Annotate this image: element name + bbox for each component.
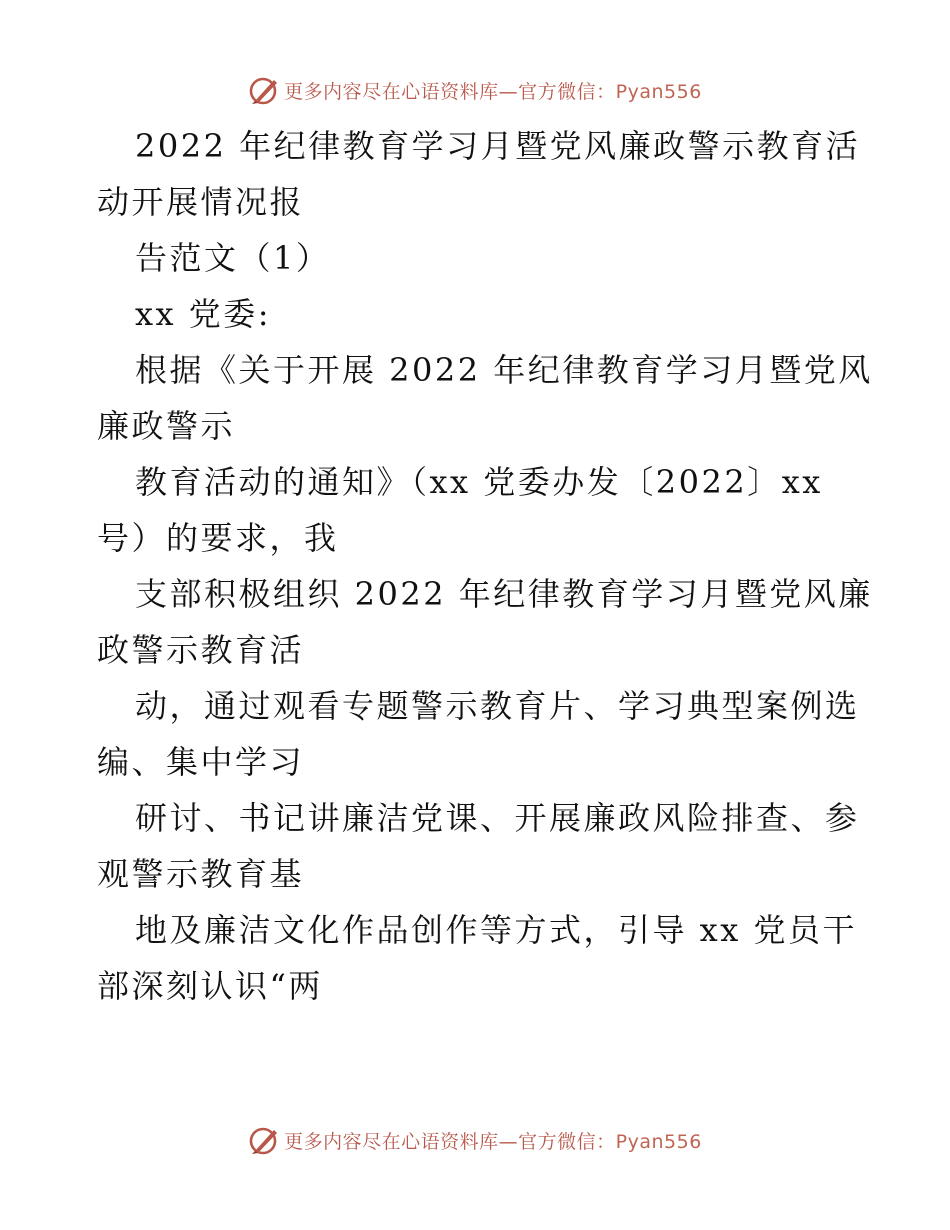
text-line: 地及廉洁文化作品创作等方式，引导 xx 党员干 bbox=[135, 911, 857, 949]
text-line: 号）的要求，我 bbox=[97, 519, 339, 557]
text-line: xx 党委: bbox=[135, 295, 272, 333]
document-body bbox=[97, 118, 873, 1014]
text-line: 政警示教育活 bbox=[97, 631, 305, 669]
footer-watermark bbox=[0, 1120, 950, 1160]
text-line: 2022 年纪律教育学习月暨党风廉政警示教育活 bbox=[135, 127, 861, 165]
text-line: 告范文（1） bbox=[135, 239, 331, 277]
text-line: 编、集中学习 bbox=[97, 743, 305, 781]
text-line: 动，通过观看专题警示教育片、学习典型案例选 bbox=[135, 687, 860, 725]
header-watermark bbox=[0, 70, 950, 110]
text-line: 部深刻认识“两 bbox=[97, 967, 323, 1005]
text-line: 观警示教育基 bbox=[97, 855, 305, 893]
text-line: 研讨、书记讲廉洁党课、开展廉政风险排查、参 bbox=[135, 799, 860, 837]
watermark-text: 更多内容尽在心语资料库—官方微信：Pyan556 bbox=[284, 80, 702, 103]
text-line: 支部积极组织 2022 年纪律教育学习月暨党风廉 bbox=[135, 575, 873, 613]
watermark-text: 更多内容尽在心语资料库—官方微信：Pyan556 bbox=[284, 1130, 702, 1153]
red-pen-circle-logo-icon bbox=[248, 1124, 280, 1156]
red-pen-circle-logo-icon bbox=[248, 74, 280, 106]
text-line: 动开展情况报 bbox=[97, 183, 305, 221]
text-line: 廉政警示 bbox=[97, 407, 236, 445]
text-line: 教育活动的通知》（xx 党委办发〔2022〕xx bbox=[135, 463, 823, 501]
text-line: 根据《关于开展 2022 年纪律教育学习月暨党风 bbox=[135, 351, 873, 389]
